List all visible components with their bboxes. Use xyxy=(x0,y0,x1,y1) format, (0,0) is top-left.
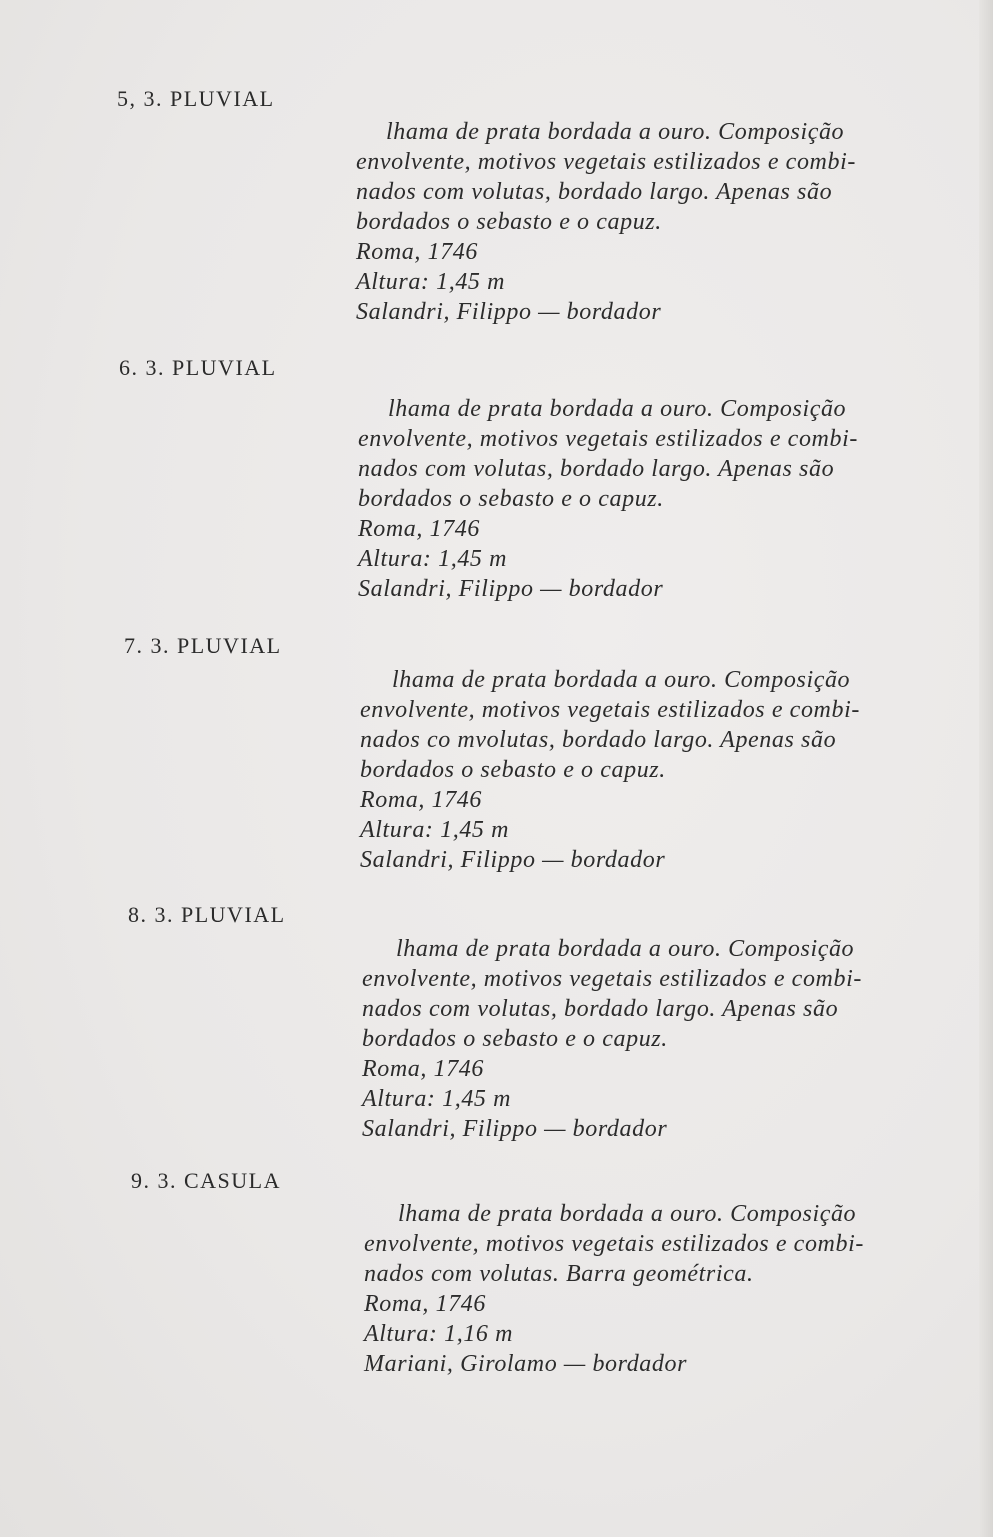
entry-heading: 9. 3. CASULA xyxy=(131,1168,282,1193)
entry-description xyxy=(356,117,856,327)
entry-height: Altura: 1,45 m xyxy=(356,269,506,295)
entry-place-date: Roma, 1746 xyxy=(356,239,478,265)
description-line: bordados o sebasto e o capuz. xyxy=(360,757,666,783)
description-line: lhama de prata bordada a ouro. Composição xyxy=(398,1201,857,1227)
description-line: lhama de prata bordada a ouro. Composição xyxy=(386,119,845,145)
description-line: nados com volutas, bordado largo. Apenas são xyxy=(358,456,835,482)
description-line: envolvente, motivos vegetais estilizados e combi- xyxy=(364,1231,864,1257)
description-line: nados co mvolutas, bordado largo. Apenas são xyxy=(360,727,837,753)
entry-maker: Salandri, Filippo — bordador xyxy=(360,847,666,873)
entry-place-date: Roma, 1746 xyxy=(360,787,482,813)
entry-place-date: Roma, 1746 xyxy=(358,516,480,542)
description-line: bordados o sebasto e o capuz. xyxy=(358,486,664,512)
description-line: nados com volutas, bordado largo. Apenas são xyxy=(356,179,833,205)
page-edge-shadow xyxy=(979,0,993,1537)
description-line: lhama de prata bordada a ouro. Composição xyxy=(388,396,847,422)
description-line: envolvente, motivos vegetais estilizados e combi- xyxy=(360,697,860,723)
entry-heading: 5, 3. PLUVIAL xyxy=(117,86,275,111)
entry-heading: 7. 3. PLUVIAL xyxy=(124,633,282,658)
entry-height: Altura: 1,45 m xyxy=(360,817,510,843)
entry-height: Altura: 1,16 m xyxy=(364,1321,514,1347)
entry-maker: Salandri, Filippo — bordador xyxy=(358,576,664,602)
description-line: lhama de prata bordada a ouro. Composição xyxy=(396,936,855,962)
entry-maker: Salandri, Filippo — bordador xyxy=(356,299,662,325)
description-line: nados com volutas. Barra geométrica. xyxy=(364,1261,754,1287)
entry-maker: Salandri, Filippo — bordador xyxy=(362,1116,668,1142)
entry-description xyxy=(362,934,862,1144)
entry-maker: Mariani, Girolamo — bordador xyxy=(364,1351,688,1377)
description-line: envolvente, motivos vegetais estilizados e combi- xyxy=(356,149,856,175)
entry-height: Altura: 1,45 m xyxy=(362,1086,512,1112)
description-line: envolvente, motivos vegetais estilizados e combi- xyxy=(358,426,858,452)
entry-description xyxy=(360,665,860,875)
description-line: lhama de prata bordada a ouro. Composição xyxy=(392,667,851,693)
entry-place-date: Roma, 1746 xyxy=(362,1056,484,1082)
entry-description xyxy=(358,394,858,604)
description-line: envolvente, motivos vegetais estilizados e combi- xyxy=(362,966,862,992)
entry-place-date: Roma, 1746 xyxy=(364,1291,486,1317)
description-line: bordados o sebasto e o capuz. xyxy=(362,1026,668,1052)
entry-heading: 8. 3. PLUVIAL xyxy=(128,902,286,927)
entry-heading: 6. 3. PLUVIAL xyxy=(119,355,277,380)
entry-height: Altura: 1,45 m xyxy=(358,546,508,572)
description-line: nados com volutas, bordado largo. Apenas são xyxy=(362,996,839,1022)
description-line: bordados o sebasto e o capuz. xyxy=(356,209,662,235)
entry-description xyxy=(364,1199,864,1379)
